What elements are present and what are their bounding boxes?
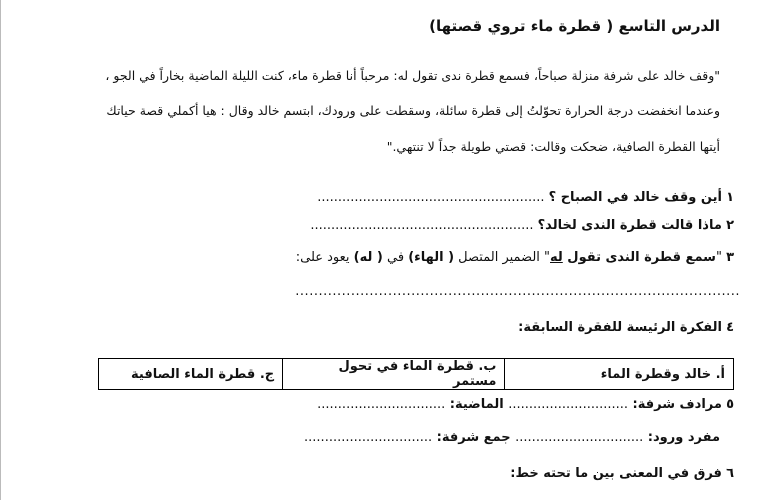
question-2 bbox=[310, 218, 734, 233]
question-4 bbox=[518, 320, 734, 335]
question-text: يعود على: bbox=[295, 250, 354, 265]
pronoun-highlight: ( الهاء) bbox=[408, 250, 455, 265]
question-number: ٦ bbox=[726, 466, 734, 481]
question-text: ماذا قالت قطرة الندى لخالد؟ bbox=[537, 218, 722, 233]
quoted-sentence: سمع قطرة الندى تقول bbox=[562, 250, 716, 265]
question-number: ٤ bbox=[726, 320, 734, 335]
passage-line-3: أيتها القطرة الصافية، ضحكت وقالت: قصتي طويلة جداً لا تنتهي." bbox=[386, 139, 720, 154]
passage-line-1: "وقف خالد على شرفة منزلة صباحاً، فسمع قطرة ندى تقول له: مرحباً أنا قطرة ماء، كنت الليلة الماضية بخاراً في الجو ، bbox=[105, 68, 720, 83]
options-table bbox=[98, 358, 734, 390]
singular-label: مفرد ورود: bbox=[643, 430, 720, 445]
quote-open: " bbox=[715, 250, 722, 265]
lesson-title: الدرس التاسع ( قطرة ماء تروي قصتها) bbox=[429, 17, 720, 35]
question-number: ٢ bbox=[726, 218, 734, 233]
question-number: ٥ bbox=[726, 397, 734, 412]
synonym-label: مرادف شرفة: bbox=[628, 397, 722, 412]
question-text: الضمير المتصل bbox=[454, 250, 545, 265]
answer-line[interactable]: ............................... bbox=[515, 430, 644, 445]
answer-line[interactable]: ............................... bbox=[304, 430, 433, 445]
underlined-word: له bbox=[550, 250, 563, 265]
past-label: الماضية: bbox=[445, 397, 509, 412]
answer-line-question-3[interactable]: ................................................................................................ bbox=[295, 284, 740, 299]
answer-line[interactable]: ....................................................... bbox=[317, 190, 545, 205]
question-number: ٣ bbox=[726, 250, 734, 265]
question-text: في bbox=[382, 250, 409, 265]
plural-label: جمع شرفة: bbox=[432, 430, 516, 445]
passage-line-2: وعندما انخفضت درجة الحرارة تحوّلتُ إلى قطرة سائلة، وسقطت على ورودك، ابتسم خالد وقال : هيا أكملي قصة حياتك bbox=[106, 103, 720, 118]
question-text: فرق في المعنى بين ما تحته خط: bbox=[510, 466, 722, 481]
question-6 bbox=[510, 466, 734, 481]
answer-line[interactable]: ............................. bbox=[508, 397, 629, 412]
word-highlight: ( له) bbox=[353, 250, 383, 265]
question-5 bbox=[317, 397, 734, 412]
question-5-line-2 bbox=[304, 430, 720, 445]
option-c[interactable]: ج. قطرة الماء الصافية bbox=[99, 359, 283, 390]
option-b[interactable]: ب. قطرة الماء في تحول مستمر bbox=[283, 359, 505, 390]
quote-close: " bbox=[544, 250, 551, 265]
question-number: ١ bbox=[726, 190, 734, 205]
answer-line[interactable]: ...................................................... bbox=[310, 218, 534, 233]
answer-line[interactable]: ............................... bbox=[317, 397, 446, 412]
question-3 bbox=[296, 250, 734, 265]
option-a[interactable]: أ. خالد وقطرة الماء bbox=[505, 359, 734, 390]
question-text: أين وقف خالد في الصباح ؟ bbox=[548, 190, 722, 205]
question-text: الفكرة الرئيسة للفقرة السابقة: bbox=[518, 320, 722, 335]
question-1 bbox=[317, 190, 734, 205]
